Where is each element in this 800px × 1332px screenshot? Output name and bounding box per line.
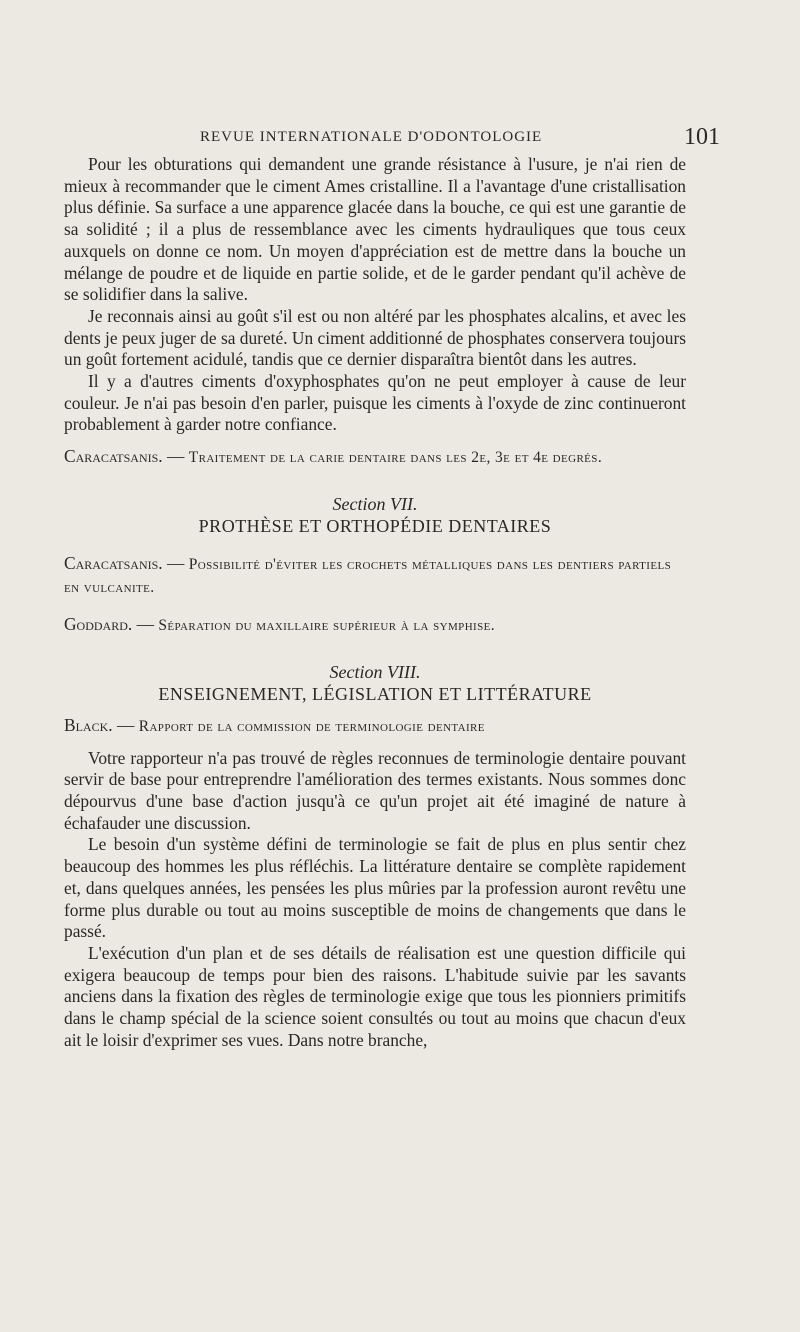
paragraph: Je reconnais ainsi au goût s'il est ou non altéré par les phosphates alcalins, et avec les dents je peux juger de sa dureté. Un ciment additionné de phosphates conservera toujours un goût fortement acidulé, tandis que ce dernier disparaîtra bientôt dans les autres. [64, 305, 687, 370]
paragraph: Il y a d'autres ciments d'oxyphosphates qu'on ne peut employer à cause de leur couleur. Je n'ai pas besoin d'en parler, puisque les ciments à l'oxyde de zinc continueront probablement à garder notre confiance. [64, 371, 686, 435]
bibliography-entry [64, 446, 686, 469]
page-header [64, 122, 720, 152]
entry-dash: — [162, 552, 189, 573]
section-heading: Section VIII. [329, 661, 421, 682]
paragraph: Pour les obturations qui demandent une grande résistance à l'usure, je n'ai rien de mieux à recommander que le ciment Ames cristalline. Il a l'avantage d'une cristallisation plus définie. Sa surface a une apparence glacée dans la bouche, ce qui est une garantie de sa solidité ; il a plus de ressemblance avec les ciments hydrauliques que tous ceux auxquels on donne ce nom. Un moyen d'appréciation est de mettre dans la bouche un mélange de poudre et de liquide en partie solide, et de le garder pendant qu'il achève de se solidifier dans la salive. [64, 154, 686, 305]
paragraph: Le besoin d'un système défini de terminologie se fait de plus en plus sentir chez beaucoup des hommes les plus réfléchis. La littérature dentaire se complète rapidement et, dans quelques années, les pensées les plus mûries par la profession auront revêtu une forme plus durable ou tout au moins susceptible de moins de changements que dans le passé. [64, 834, 686, 942]
entry-author: Goddard. [64, 614, 133, 635]
section-heading: Section VII. [332, 493, 418, 514]
entry-dash: — [132, 614, 159, 635]
entry-title: Séparation du maxillaire supérieur à la symphise. [158, 617, 496, 635]
bibliography-entry [64, 553, 686, 598]
page-number: 101 [684, 123, 720, 150]
entry-title: Possibilité d'éviter les crochets métalliques dans les dentiers partiels en vulcanite. [64, 555, 672, 596]
bibliography-entry [64, 715, 686, 738]
running-title: REVUE INTERNATIONALE D'ODONTOLOGIE [200, 128, 543, 145]
bibliography-entry [64, 614, 686, 637]
entry-dash: — [112, 714, 139, 735]
section-title: PROTHÈSE ET ORTHOPÉDIE DENTAIRES [198, 515, 552, 536]
entry-title: Rapport de la commission de terminologie dentaire [138, 717, 485, 735]
entry-author: Caracatsanis. [64, 446, 163, 467]
section-title: ENSEIGNEMENT, LÉGISLATION ET LITTÉRATURE [158, 683, 592, 704]
entry-dash: — [162, 446, 189, 467]
page-content [64, 154, 686, 1052]
paragraph: Votre rapporteur n'a pas trouvé de règles reconnues de terminologie dentaire pouvant servir de base pour entreprendre l'amélioration des termes existants. Nous sommes donc dépourvus d'une base d'action jusqu'à ce qu'un projet ait été imaginé de nature à échafauder une discussion. [64, 747, 686, 833]
entry-author: Caracatsanis. [64, 552, 163, 573]
entry-title: Traitement de la carie dentaire dans les 2e, 3e et 4e degrés. [188, 449, 603, 467]
entry-author: Black. [64, 714, 113, 735]
paragraph: L'exécution d'un plan et de ses détails de réalisation est une question difficile qui exigera beaucoup de temps pour bien des raisons. L'habitude suivie par les savants anciens dans la fixation des règles de terminologie exige que tous les pionniers primitifs dans le champ spécial de la science soient consultés ou tout au moins que chacun d'eux ait le loisir d'exprimer ses vues. Dans notre branche, [64, 942, 686, 1050]
